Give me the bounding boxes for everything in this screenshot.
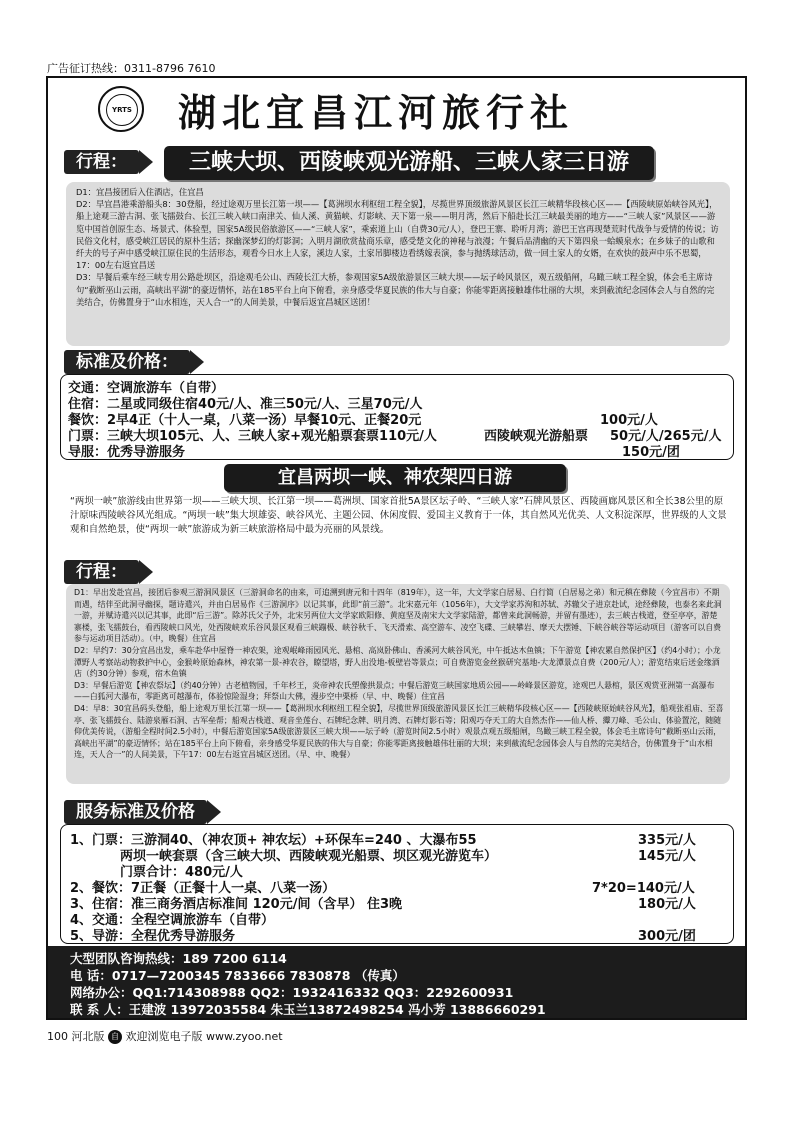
ad-frame	[46, 76, 747, 1020]
price-line: 门票：三峡大坝105元、人、三峡人家+观光船票套票110元/人	[68, 429, 437, 444]
group-hotline: 大型团队咨询热线：189 7200 6114	[70, 951, 287, 966]
itinerary-day: D3：早餐后乘车经三峡专用公路赴坝区，沿途观毛公山、西陵长江大桥，参观国家5A级旅游景区三峡大坝——坛子岭风景区，观五级船闸，乌瞰三峡工程全貌，体会毛主席诗句“截断巫山云雨，高峡出平湖”的豪迈情怀，站在185平台上向下俯看，亲身感受华夏民族的伟大与自豪；你能零距离接触雄伟壮丽的大坝，来到截流纪念园体会人与自然的完美结合，仿佛置身于“山水相连，天人合一”的人间美景，中餐后返宜昌城区送团！	[76, 272, 715, 307]
contact-people: 联 系 人：王建波 13972035584 朱玉兰13872498254 冯小芳 13886660291	[70, 1002, 546, 1017]
service-label: 服务标准及价格	[64, 800, 207, 824]
page-footer	[47, 1028, 283, 1044]
footer-text: 欢迎浏览电子版	[125, 1030, 203, 1043]
price-line: 西陵峡观光游船票	[484, 429, 589, 444]
service-line: 3、住宿：准三商务酒店标准间 120元/间（含早） 住3晚	[70, 897, 403, 912]
itinerary-text-1	[76, 186, 722, 308]
itinerary-day: D3：早餐后游览【神农祭坛】（约40分钟）古老植物园，千年杉王，炎帝神农氏塑像拱景点；中餐后游览三峡国家地质公园——岭峰景区游览，途观巴人悬棺，景区观赏亚洲第一高瀑布——白狐河大瀑布，零距离可越瀑布，体验惊险湿身；拜祭山大佛，漫步空中栗桥（早、中、晚餐）住宜昌	[74, 680, 715, 702]
itinerary-day: D2：早约7：30分宜昌出发，乘车赴华中屋脊一神农架，途观岷峰雨园风光、悬棺、高岚卧佛山、香溪河大峡谷风光，中午抵达木鱼镇；下午游览【神农累自然保护区】（约4小时）；小龙潭野人考察站动物救护中心，金猴岭原始森林，神农第一景-神农谷，瞭望塔，野人出没地-板壁岩等景点；可自费游览金丝猴研究基地-大龙潭景点自费（200元/人）；游览结束后送金缘酒店（约30分钟）参观，宿木鱼镇	[74, 645, 721, 679]
page-number: 100	[47, 1030, 68, 1043]
service-line: 5、导游：全程优秀导游服务	[70, 929, 236, 944]
service-line: 两坝一峡套票（含三峡大坝、西陵峡观光船票、坝区观光游览车）	[120, 849, 498, 864]
edition: 河北版	[71, 1030, 105, 1043]
itinerary-day: D2：早宜昌港乘游船头8：30登船，经过途观万里长江第一坝——【葛洲坝水利枢纽工程全貌】，尽揽世界顶级旅游风景区长江三峡精华段核心区——【西陵峡原始峡谷风光】，船上途观三游古洞、张飞擂鼓台、长江三峡入峡口南津关、仙人溪、黄猫峡、灯影峡、天下第一泉——明月湾，然后下船赴长江三峡最美丽的地方——“三峡人家”风景区——游览中国首创原生态、场景式、体验型，国家5A级民俗旅游区——“三峡人家”，乘索道上山（自费30元/人），登巴王寨、聆听月湾；游巴王宫再现楚荒时代战争与爱情的传说；访民俗文化村，感受峡江居民的原朴生活；探幽深梦幻的灯影洞；入明月湖欣赏盐商乐章，感受楚文化的神秘与浪漫；午餐后品清幽的天下第四泉一蛤蟆泉水；在乡妹子的山歌和纤夫的号子声中感受峡江原住民的生活形态，观看今日水上人家，溪边人家，土家吊脚楼边看绣嫁表演，参与抛绣球活动，做一回土家人的女婿，在欢快的鼓声中乐不思蜀，17：00左右返宜昌送	[76, 199, 719, 271]
service-line: 1、门票：三游洞40、（神农顶+ 神农坛）+环保车=240 、大瀑布55	[70, 833, 477, 848]
price-value: 50元/人/265元/人	[610, 429, 722, 444]
phone-line: 电 话：0717—7200345 7833666 7830878 （传真）	[70, 968, 405, 983]
contact-panel	[48, 946, 745, 1020]
service-value: 300元/团	[638, 929, 696, 944]
itinerary-day: D4：早8：30宜昌码头登船，船上途观万里长江第一坝——【葛洲坝水利枢纽工程全貌】，尽揽世界顶级旅游风景区长江三峡精华段核心区——【西陵峡原始峡谷风光】，船观张祖庙、至喜亭、张飞擂鼓台、陆游泉雁石洞、古军垒帮；船观古栈道、观音坐莲台、石牌纪念牌、明月湾、石牌灯影石等；阳观巧夺天工的大自然杰作——仙人桥、䨵刀峰、毛公山、体验置沱，随随仰优美传说，（游船全程时间2.5小时），中餐后游览国家5A级旅游景区三峡大坝——坛子岭（游览时间2.5小时）观景点观五级船闸，鸟瞰三峡工程全貌，体会毛主席诗句“截断巫山云雨，高峡出平湖”的豪迈情怀；站在185平台上向下俯看，亲身感受华夏民族的伟大与自豪；你能零距离接触雄伟壮丽的大坝；来到截流纪念园体会人与自然的完美结合，仿佛置身于“山水相连，天人合一”的人间美景，下午17：00左右返宜昌城区送团。（早、中、晚餐）	[74, 703, 724, 760]
service-value: 7*20=140元/人	[592, 881, 695, 896]
online-office: 网络办公：QQ1:714308988 QQ2：1932416332 QQ3：2292600931	[70, 985, 514, 1000]
tour-intro: “两坝一峡”旅游线由世界第一坝——三峡大坝、长江第一坝——葛洲坝、国家首批5A景区坛子岭、“三峡人家”石牌风景区、西陵画廊风景区和全长38公里的原汁原味西陵峡谷风光组成。“两坝一峡”集大坝雄姿、峡谷风光、主题公园、休闲度假、爱国主义教育于一体，其自然风光优美、人文积淀深厚，世界级的人文景观和自然绝景，使“两坝一峡”旅游成为新三峡旅游格局中最为亮丽的风景线。	[70, 496, 727, 535]
itinerary-day: D1：宜昌接团后入住酒店，住宜昌	[76, 187, 204, 197]
price-line: 餐饮：2早4正（十人一桌，八菜一汤）早餐10元、正餐20元	[68, 413, 422, 428]
service-line: 门票合计：480元/人	[120, 865, 243, 880]
itinerary-day: D1：早出发赴宜昌，接团后参观三游洞风景区（三游洞命名的由来，可追溯到唐元和十四年（819年），这一年，大文学家白居易、白行简（白居易之弟）和元稹在彝陵（今宜昌市）不期而遇，结伴至此洞寻幽探，题诗遣兴，并由白居易作《三游洞序》以记其事，此即“前三游”。北宋嘉元年（1056年），大文学家苏洵和苏轼、苏辙父子进京赴试，途经彝陵，也泰名来此洞一游，并赋诗遣兴以记其事，此即“后三游”。除苏氏父子外，北宋另两位大文学家欧阳修、黄庭坚及南宋大文学家陆游，都曾来此洞畅游，并留有墨迹），去三峡古栈道，登至亭亭，游楚寨楼，张飞擂鼓台，看西陵峡口风光，处西陵峡欢乐谷风景区观看三峡蹦极、峡谷秋千、飞天滑索、高空游车、凌空飞碟、三峡攀岩、摩天大摆锤、下峡谷峡谷等运动项目（游客可以自费参与运动项目活动）。（中，晚餐）住宜昌	[74, 588, 722, 644]
service-line: 4、交通：全程空调旅游车（自带）	[70, 913, 275, 928]
price-value: 100元/人	[600, 413, 658, 428]
company-name: 湖北宜昌江河旅行社	[178, 90, 575, 135]
company-logo	[98, 86, 144, 132]
tour-banner-1: 三峡大坝、西陵峡观光游船、三峡人家三日游	[164, 146, 654, 180]
service-value: 180元/人	[638, 897, 696, 912]
service-line: 2、餐饮：7正餐（正餐十人一桌、八菜一汤）	[70, 881, 336, 896]
itinerary-label-2: 行程：	[64, 560, 139, 584]
price-line: 交通：空调旅游车（自带）	[68, 381, 225, 396]
zyoo-logo-icon: 自	[108, 1030, 122, 1044]
itinerary-label-1: 行程：	[64, 150, 139, 174]
price-line: 住宿：二星或同级住宿40元/人、准三50元/人、三星70元/人	[68, 397, 423, 412]
logo-mark: YRTS	[106, 94, 138, 126]
service-value: 145元/人	[638, 849, 696, 864]
price-line: 导服：优秀导游服务	[68, 445, 186, 460]
itinerary-text-2	[74, 587, 724, 761]
header	[48, 78, 745, 136]
price-value: 150元/团	[622, 445, 680, 460]
service-value: 335元/人	[638, 833, 696, 848]
tour-banner-2: 宜昌两坝一峡、神农架四日游	[224, 464, 566, 492]
price-label-1: 标准及价格：	[64, 350, 190, 374]
footer-site[interactable]: www.zyoo.net	[206, 1030, 283, 1043]
ad-hotline: 广告征订热线：0311-8796 7610	[47, 62, 216, 75]
